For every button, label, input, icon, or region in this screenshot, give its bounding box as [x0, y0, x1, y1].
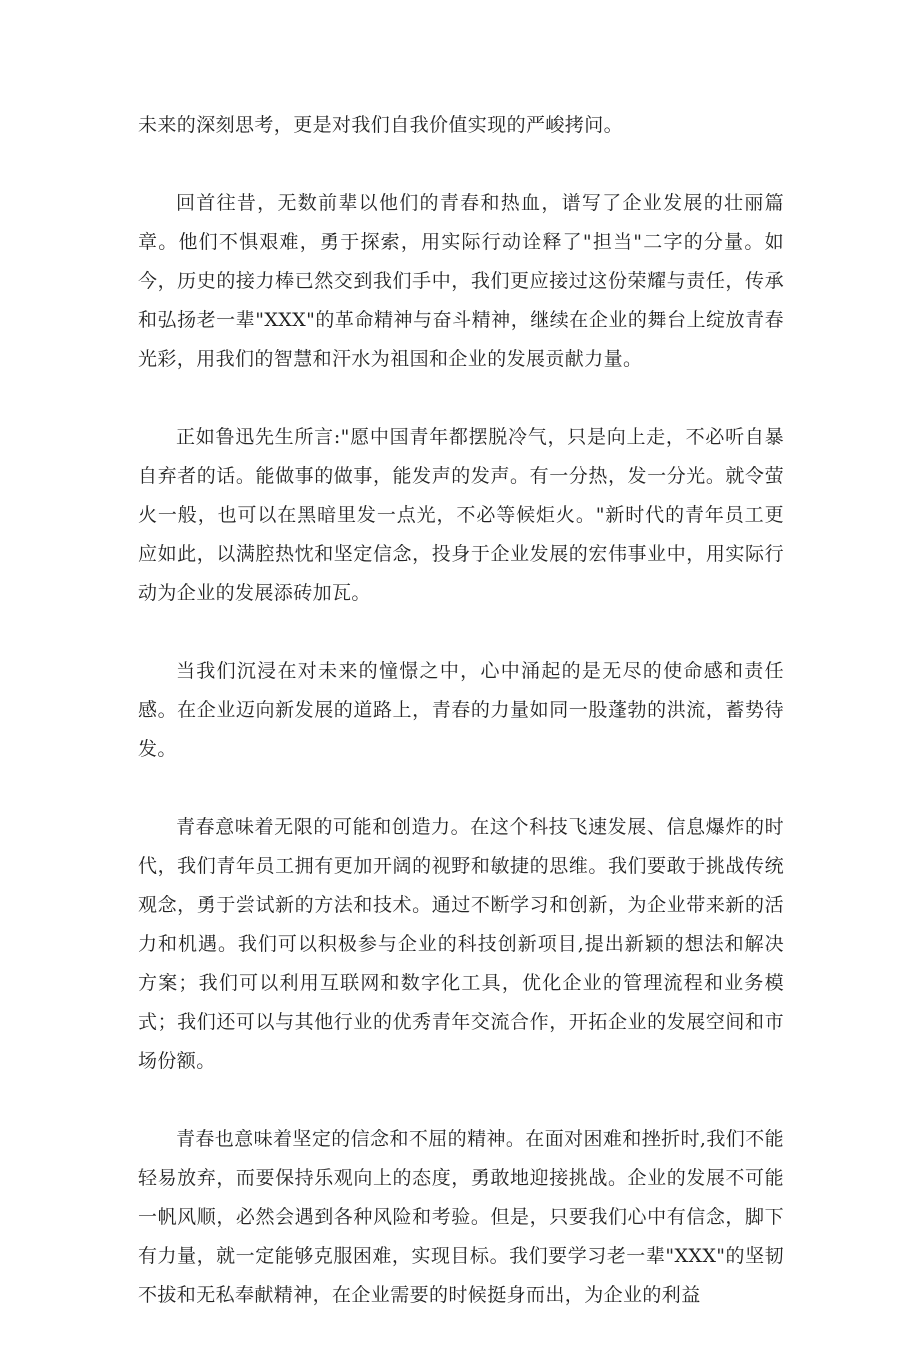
paragraph-continuation: 未来的深刻思考，更是对我们自我价值实现的严峻拷问。 [138, 114, 624, 136]
paragraph-lu-xun-quote: 正如鲁迅先生所言:"愿中国青年都摆脱冷气，只是向上走，不必听自暴自弃者的话。能做事的做事，能发声的发声。有一分热，发一分光。就令萤火一般，也可以在黑暗里发一点光，不必等候炬火。"新时代的青年员工更应如此，以满腔热忱和坚定信念，投身于企业发展的宏伟事业中，用实际行动为企业的发展添砖加瓦。 [138, 426, 784, 604]
paragraph-creativity: 青春意味着无限的可能和创造力。在这个科技飞速发展、信息爆炸的时代，我们青年员工拥有更加开阔的视野和敏捷的思维。我们要敢于挑战传统观念，勇于尝试新的方法和技术。通过不断学习和创新，为企业带来新的活力和机遇。我们可以积极参与企业的科技创新项目,提出新颖的想法和解决方案；我们可以利用互联网和数字化工具，优化企业的管理流程和业务模式；我们还可以与其他行业的优秀青年交流合作，开拓企业的发展空间和市场份额。 [138, 816, 784, 1072]
paragraph-mission: 当我们沉浸在对未来的憧憬之中，心中涌起的是无尽的使命感和责任感。在企业迈向新发展的道路上，青春的力量如同一股蓬勃的洪流，蓄势待发。 [138, 660, 784, 760]
document-body [138, 106, 784, 1354]
paragraph-predecessors: 回首往昔，无数前辈以他们的青春和热血，谱写了企业发展的壮丽篇章。他们不惧艰难，勇于探索，用实际行动诠释了"担当"二字的分量。如今，历史的接力棒已然交到我们手中，我们更应接过这份荣耀与责任，传承和弘扬老一辈"XXX"的革命精神与奋斗精神，继续在企业的舞台上绽放青春光彩，用我们的智慧和汗水为祖国和企业的发展贡献力量。 [138, 192, 784, 370]
paragraph-perseverance: 青春也意味着坚定的信念和不屈的精神。在面对困难和挫折时,我们不能轻易放弃，而要保持乐观向上的态度，勇敢地迎接挑战。企业的发展不可能一帆风顺，必然会遇到各种风险和考验。但是，只要我们心中有信念，脚下有力量，就一定能够克服困难，实现目标。我们要学习老一辈"XXX"的坚韧不拔和无私奉献精神，在企业需要的时候挺身而出，为企业的利益 [138, 1128, 784, 1306]
